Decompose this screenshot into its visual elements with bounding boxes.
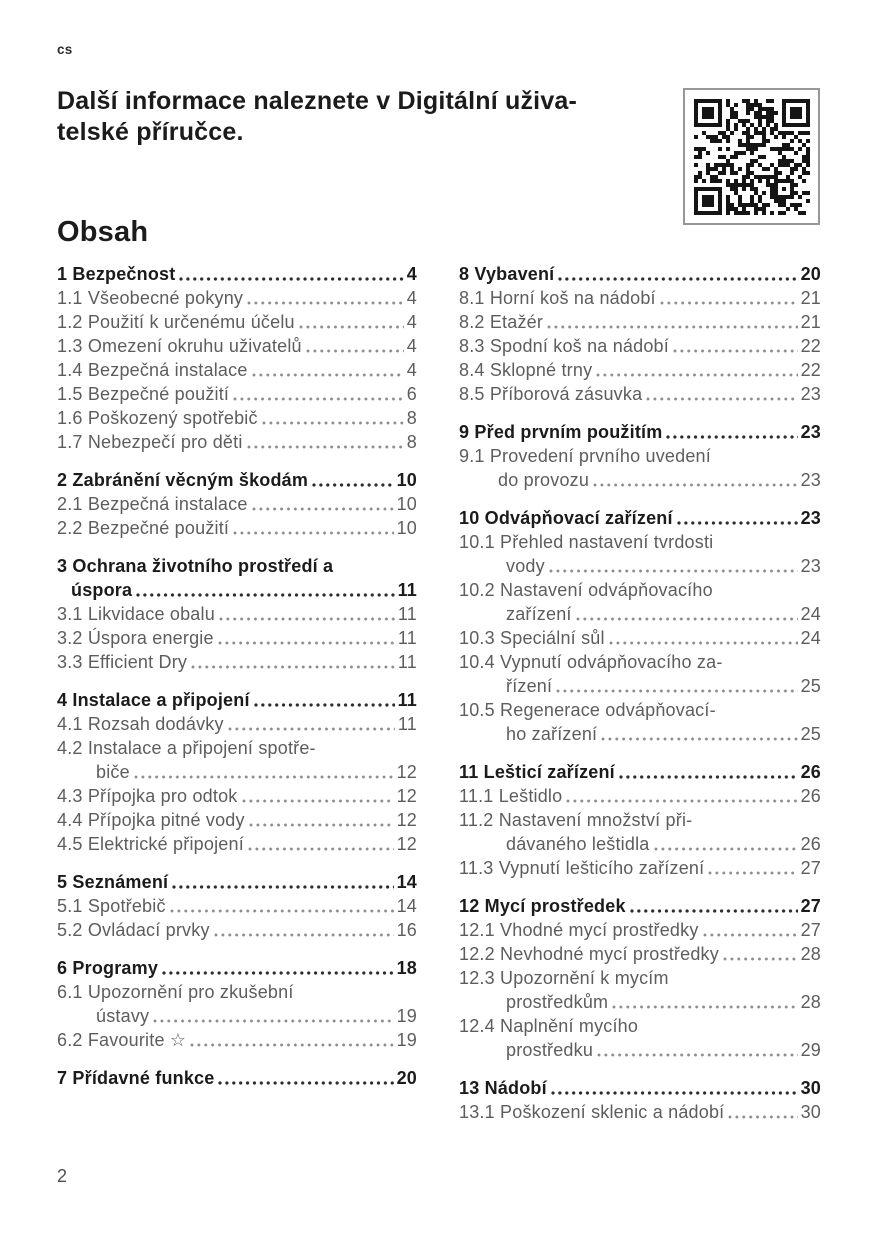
entry-page-number: 8 <box>406 408 417 428</box>
entry-page-number: 23 <box>800 470 821 490</box>
entry-label-continued: prostředkům <box>506 992 609 1012</box>
toc-entry <box>57 406 417 430</box>
entry-page-number: 4 <box>406 336 417 356</box>
entry-label-continued: do provozu <box>498 470 590 490</box>
entry-label: 1.4 Bezpečná instalace <box>57 360 248 380</box>
entry-label: 1.3 Omezení okruhu uživatelů <box>57 336 302 356</box>
toc-section-header <box>459 262 821 286</box>
entry-label: 1.6 Poškozený spotřebič <box>57 408 258 428</box>
toc-entry <box>57 1028 417 1052</box>
toc-entry <box>57 832 417 856</box>
toc-entry <box>459 966 821 1014</box>
dot-leader <box>556 688 797 694</box>
entry-page-number: 11 <box>397 714 417 734</box>
entry-label: 1.1 Všeobecné pokyny <box>57 288 244 308</box>
toc-entry <box>459 1014 821 1062</box>
toc-section-header <box>459 894 821 918</box>
toc-entry <box>459 650 821 698</box>
entry-label: 10.5 Regenerace odvápňovací- <box>459 700 716 720</box>
entry-page-number: 4 <box>406 264 417 284</box>
entry-page-number: 30 <box>800 1078 821 1098</box>
dot-leader <box>306 348 404 354</box>
entry-label: 8.3 Spodní koš na nádobí <box>459 336 669 356</box>
dot-leader <box>703 932 798 938</box>
dot-leader <box>233 530 393 536</box>
toc-entry <box>459 286 821 310</box>
entry-page-number: 20 <box>396 1068 417 1088</box>
entry-label: 6 Programy <box>57 958 159 978</box>
entry-page-number: 26 <box>800 834 821 854</box>
toc-section-header <box>57 870 417 894</box>
entry-page-number: 11 <box>397 628 417 648</box>
dot-leader <box>312 482 393 488</box>
entry-page-number: 21 <box>800 312 821 332</box>
entry-page-number: 12 <box>396 810 417 830</box>
entry-label: 1.2 Použití k určenému účelu <box>57 312 295 332</box>
entry-label: 8.1 Horní koš na nádobí <box>459 288 656 308</box>
entry-label-continued: biče <box>96 762 130 782</box>
dot-leader <box>179 276 403 282</box>
entry-page-number: 23 <box>800 508 821 528</box>
dot-leader <box>549 568 798 574</box>
entry-page-number: 10 <box>396 494 417 514</box>
toc-entry <box>459 918 821 942</box>
entry-label-continued: ústavy <box>96 1006 150 1026</box>
entry-label: 4.4 Přípojka pitné vody <box>57 810 245 830</box>
dot-leader <box>247 300 404 306</box>
entry-label: 6.2 Favourite ☆ <box>57 1030 187 1050</box>
dot-leader <box>242 798 394 804</box>
entry-page-number: 27 <box>800 920 821 940</box>
entry-page-number: 27 <box>800 896 821 916</box>
dot-leader <box>136 592 394 598</box>
toc-entry <box>57 286 417 310</box>
toc-entry <box>57 650 417 674</box>
entry-label: 5 Seznámení <box>57 872 169 892</box>
entry-label: 3.2 Úspora energie <box>57 628 214 648</box>
entry-page-number: 12 <box>396 762 417 782</box>
entry-label: 3.3 Efficient Dry <box>57 652 188 672</box>
qr-code <box>690 95 814 219</box>
toc-entry <box>57 492 417 516</box>
entry-label: 4.5 Elektrické připojení <box>57 834 244 854</box>
dot-leader <box>576 616 798 622</box>
toc-entry <box>459 578 821 626</box>
dot-leader <box>172 884 393 890</box>
dot-leader <box>597 1052 798 1058</box>
entry-label: 8 Vybavení <box>459 264 555 284</box>
entry-label-continued: ho zařízení <box>506 724 598 744</box>
entry-label: 5.2 Ovládací prvky <box>57 920 210 940</box>
toc-entry <box>459 698 821 746</box>
intro-heading-line-1: Další informace naleznete v Digitální uživa- <box>57 87 578 115</box>
dot-leader <box>547 324 798 330</box>
toc-entry <box>57 712 417 736</box>
entry-label: 4.2 Instalace a připojení spotře- <box>57 738 316 758</box>
entry-page-number: 22 <box>800 336 821 356</box>
entry-label: 11.2 Nastavení množství při- <box>459 810 693 830</box>
entry-label: 10.4 Vypnutí odvápňovacího za- <box>459 652 723 672</box>
entry-label: 11 Lešticí zařízení <box>459 762 615 782</box>
entry-page-number: 23 <box>800 422 821 442</box>
dot-leader <box>609 640 798 646</box>
toc-entry <box>57 736 417 784</box>
toc-section-header <box>459 420 821 444</box>
entry-page-number: 23 <box>800 384 821 404</box>
dot-leader <box>612 1004 797 1010</box>
toc-section-header <box>57 262 417 286</box>
toc-entry <box>459 626 821 650</box>
dot-leader <box>214 932 394 938</box>
entry-page-number: 10 <box>396 518 417 538</box>
dot-leader <box>723 956 798 962</box>
entry-page-number: 19 <box>396 1006 417 1026</box>
toc-section-header <box>459 760 821 784</box>
toc-entry <box>57 894 417 918</box>
toc-entry <box>57 382 417 406</box>
entry-page-number: 30 <box>800 1102 821 1122</box>
dot-leader <box>252 506 394 512</box>
entry-label: 5.1 Spotřebič <box>57 896 166 916</box>
entry-label: 7 Přídavné funkce <box>57 1068 215 1088</box>
entry-page-number: 11 <box>397 652 417 672</box>
intro-heading <box>57 86 687 148</box>
toc-section-header <box>57 468 417 492</box>
dot-leader <box>170 908 394 914</box>
entry-label: 1 Bezpečnost <box>57 264 176 284</box>
entry-label: 2 Zabránění věcným škodám <box>57 470 309 490</box>
dot-leader <box>249 822 394 828</box>
dot-leader <box>190 1042 393 1048</box>
entry-label: 1.7 Nebezpečí pro děti <box>57 432 243 452</box>
dot-leader <box>299 324 404 330</box>
dot-leader <box>646 396 797 402</box>
entry-page-number: 4 <box>406 360 417 380</box>
entry-page-number: 11 <box>397 580 417 600</box>
dot-leader <box>248 846 394 852</box>
toc-section-header <box>57 956 417 980</box>
dot-leader <box>262 420 404 426</box>
entry-page-number: 14 <box>396 872 417 892</box>
entry-label: 11.3 Vypnutí lešticího zařízení <box>459 858 705 878</box>
entry-page-number: 24 <box>800 604 821 624</box>
entry-label-continued: úspora <box>71 580 133 600</box>
toc-section-header <box>57 1066 417 1090</box>
toc-entry <box>57 808 417 832</box>
toc-section-header <box>459 1076 821 1100</box>
toc-entry <box>459 382 821 406</box>
toc-section-header <box>57 554 417 602</box>
entry-label: 2.1 Bezpečná instalace <box>57 494 248 514</box>
toc-entry <box>459 334 821 358</box>
language-code: cs <box>57 42 73 57</box>
dot-leader <box>654 846 798 852</box>
toc-entry <box>57 310 417 334</box>
dot-leader <box>566 798 797 804</box>
toc-right-column <box>459 262 821 1124</box>
dot-leader <box>728 1114 797 1120</box>
dot-leader <box>233 396 404 402</box>
dot-leader <box>191 664 395 670</box>
entry-page-number: 28 <box>800 944 821 964</box>
toc-section-header <box>459 506 821 530</box>
page-number-footer: 2 <box>57 1166 68 1186</box>
entry-label-continued: prostředku <box>506 1040 594 1060</box>
toc-entry <box>57 980 417 1028</box>
dot-leader <box>673 348 798 354</box>
intro-heading-line-2: telské příručce. <box>57 118 244 146</box>
entry-page-number: 14 <box>396 896 417 916</box>
toc-entry <box>57 334 417 358</box>
entry-page-number: 19 <box>396 1030 417 1050</box>
entry-page-number: 26 <box>800 762 821 782</box>
entry-page-number: 24 <box>800 628 821 648</box>
entry-label: 8.4 Sklopné trny <box>459 360 593 380</box>
dot-leader <box>619 774 798 780</box>
toc-entry <box>459 784 821 808</box>
entry-label-continued: vody <box>506 556 545 576</box>
dot-leader <box>218 640 395 646</box>
entry-label: 12.1 Vhodné mycí prostředky <box>459 920 699 940</box>
entry-label: 10.2 Nastavení odvápňovacího <box>459 580 713 600</box>
entry-label: 3 Ochrana životního prostředí a <box>57 556 334 576</box>
dot-leader <box>660 300 798 306</box>
toc-entry <box>57 430 417 454</box>
entry-page-number: 20 <box>800 264 821 284</box>
entry-label: 12.2 Nevhodné mycí prostředky <box>459 944 719 964</box>
qr-code-frame <box>683 88 820 225</box>
dot-leader <box>593 482 798 488</box>
toc-entry <box>57 918 417 942</box>
entry-page-number: 4 <box>406 288 417 308</box>
entry-page-number: 25 <box>800 724 821 744</box>
entry-page-number: 28 <box>800 992 821 1012</box>
dot-leader <box>677 520 798 526</box>
toc-entry <box>459 808 821 856</box>
dot-leader <box>252 372 404 378</box>
entry-label: 12.4 Naplnění mycího <box>459 1016 639 1036</box>
toc-entry <box>459 942 821 966</box>
entry-page-number: 25 <box>800 676 821 696</box>
entry-label-continued: řízení <box>506 676 553 696</box>
dot-leader <box>708 870 797 876</box>
toc-entry <box>57 602 417 626</box>
entry-page-number: 26 <box>800 786 821 806</box>
entry-page-number: 6 <box>406 384 417 404</box>
entry-label: 6.1 Upozornění pro zkušební <box>57 982 294 1002</box>
entry-page-number: 11 <box>397 690 417 710</box>
dot-leader <box>219 616 395 622</box>
entry-label: 4 Instalace a připojení <box>57 690 250 710</box>
entry-label: 1.5 Bezpečné použití <box>57 384 230 404</box>
entry-label: 4.1 Rozsah dodávky <box>57 714 224 734</box>
toc-entry <box>459 358 821 382</box>
dot-leader <box>558 276 797 282</box>
toc-title: Obsah <box>57 216 149 248</box>
entry-label: 13.1 Poškození sklenic a nádobí <box>459 1102 725 1122</box>
entry-page-number: 22 <box>800 360 821 380</box>
dot-leader <box>254 702 395 708</box>
entry-label: 10.3 Speciální sůl <box>459 628 605 648</box>
entry-label: 2.2 Bezpečné použití <box>57 518 230 538</box>
entry-label: 12.3 Upozornění k mycím <box>459 968 669 988</box>
dot-leader <box>153 1018 393 1024</box>
entry-label: 13 Nádobí <box>459 1078 547 1098</box>
toc-entry <box>57 358 417 382</box>
entry-label: 10 Odvápňovací zařízení <box>459 508 673 528</box>
dot-leader <box>134 774 394 780</box>
dot-leader <box>630 908 798 914</box>
dot-leader <box>601 736 797 742</box>
toc-entry <box>459 310 821 334</box>
entry-label: 12 Mycí prostředek <box>459 896 626 916</box>
entry-page-number: 27 <box>800 858 821 878</box>
entry-page-number: 21 <box>800 288 821 308</box>
dot-leader <box>247 444 404 450</box>
dot-leader <box>551 1090 798 1096</box>
entry-label: 11.1 Leštidlo <box>459 786 563 806</box>
dot-leader <box>162 970 394 976</box>
toc-entry <box>459 444 821 492</box>
toc-left-column <box>57 262 417 1090</box>
entry-label: 8.2 Etažér <box>459 312 544 332</box>
entry-page-number: 16 <box>396 920 417 940</box>
entry-page-number: 4 <box>406 312 417 332</box>
entry-page-number: 12 <box>396 834 417 854</box>
entry-page-number: 10 <box>396 470 417 490</box>
entry-label-continued: zařízení <box>506 604 572 624</box>
entry-label-continued: dávaného leštidla <box>506 834 650 854</box>
entry-label: 3.1 Likvidace obalu <box>57 604 215 624</box>
entry-label: 8.5 Příborová zásuvka <box>459 384 643 404</box>
entry-page-number: 29 <box>800 1040 821 1060</box>
entry-label: 10.1 Přehled nastavení tvrdosti <box>459 532 714 552</box>
entry-label: 9.1 Provedení prvního uvedení <box>459 446 711 466</box>
entry-label: 9 Před prvním použitím <box>459 422 663 442</box>
entry-page-number: 8 <box>406 432 417 452</box>
entry-page-number: 12 <box>396 786 417 806</box>
toc-entry <box>459 530 821 578</box>
toc-entry <box>459 1100 821 1124</box>
dot-leader <box>666 434 797 440</box>
toc-section-header <box>57 688 417 712</box>
entry-page-number: 23 <box>800 556 821 576</box>
entry-page-number: 18 <box>396 958 417 978</box>
toc-entry <box>459 856 821 880</box>
dot-leader <box>228 726 395 732</box>
toc-entry <box>57 784 417 808</box>
toc-entry <box>57 626 417 650</box>
dot-leader <box>218 1080 393 1086</box>
toc-entry <box>57 516 417 540</box>
entry-label: 4.3 Přípojka pro odtok <box>57 786 238 806</box>
entry-page-number: 11 <box>397 604 417 624</box>
dot-leader <box>596 372 797 378</box>
